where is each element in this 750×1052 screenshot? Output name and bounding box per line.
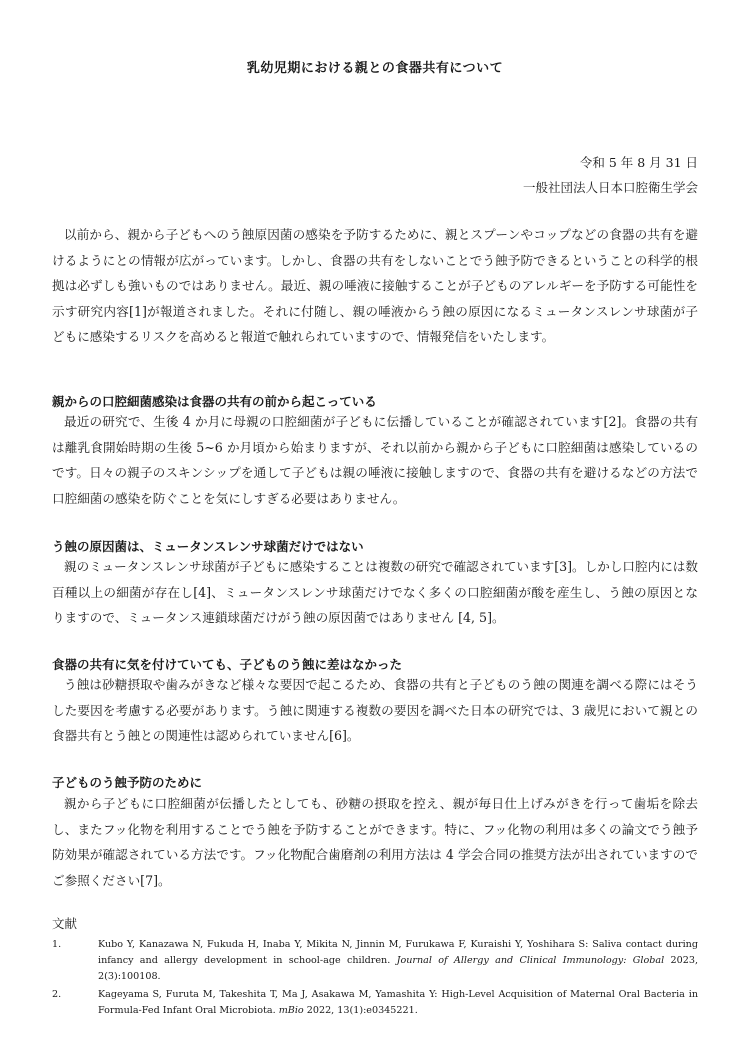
reference-journal: Journal of Allergy and Clinical Immunology: Global — [396, 955, 665, 966]
intro-paragraph: 以前から、親から子どもへのう蝕原因菌の感染を予防するために、親とスプーンやコップなどの食器の共有を避けるようにとの情報が広がっています。しかし、食器の共有をしないことでう蝕予防できるということの科学的根拠は必ずしも強いものではありません。最近、親の唾液に接触することが子どものアレルギーを予防する可能性を示す研究内容[1]が報道されました。それに付随し、親の唾液からう蝕の原因になるミュータンスレンサ球菌が子どもに感染するリスクを高めると報道で触れられていますので、情報発信をいたします。 — [52, 227, 698, 344]
section-body-1: 最近の研究で、生後 4 か月に母親の口腔細菌が子どもに伝播していることが確認されています[2]。食器の共有は離乳食開始時期の生後 5~6 か月頃から始まりますが、それ以前から親から子どもに口腔細菌は感染しているのです。日々の親子のスキンシップを通して子どもは親の唾液に接触しますので、食器の共有を避けるなどの方法で口腔細菌の感染を防ぐことを気にしすぎる必要はありません。 — [52, 414, 698, 506]
reference-text — [98, 987, 698, 1019]
organization-name: 一般社団法人日本口腔衛生学会 — [522, 180, 698, 195]
references-label: 文献 — [52, 916, 78, 931]
reference-authors: Kageyama S, Furuta M, Takeshita T, Ma J, Asakawa M, Yamashita Y: High-Level Acquisition of Maternal Oral Bacteria in Formula-Fed Infant Oral Microbiota. — [98, 989, 698, 1016]
section-body-4: 親から子どもに口腔細菌が伝播したとしても、砂糖の摂取を控え、親が毎日仕上げみがきを行って歯垢を除去し、またフッ化物を利用することでう蝕を予防することができます。特に、フッ化物の利用は多くの論文でう蝕予防効果が確認されている方法です。フッ化物配合歯磨剤の利用方法は 4 学会合同の推奨方法が出されていますのでご参照ください[7]。 — [52, 796, 698, 888]
section-heading-2: う蝕の原因菌は、ミュータンスレンサ球菌だけではない — [52, 539, 364, 554]
reference-authors: Kubo Y, Kanazawa N, Fukuda H, Inaba Y, Mikita N, Jinnin M, Furukawa F, Kuraishi Y, Yoshihara S: Saliva contact during infancy and allergy development in school-age children. — [98, 939, 698, 966]
publication-date: 令和 5 年 8 月 31 日 — [579, 155, 698, 170]
reference-number: 2. — [52, 989, 62, 1000]
reference-journal: mBio — [278, 1005, 304, 1016]
section-body-2: 親のミュータンスレンサ球菌が子どもに感染することは複数の研究で確認されています[3]。しかし口腔内には数百種以上の細菌が存在し[4]、ミュータンスレンサ球菌だけでなく多くの口腔細菌が酸を産生し、う蝕の原因となりますので、ミュータンス連鎖球菌だけがう蝕の原因菌ではありません [4, 5]。 — [52, 559, 698, 625]
section-heading-1: 親からの口腔細菌感染は食器の共有の前から起こっている — [52, 394, 377, 409]
reference-number: 1. — [52, 939, 62, 950]
document-title: 乳幼児期における親との食器共有について — [246, 61, 504, 76]
section-body-3: う蝕は砂糖摂取や歯みがきなど様々な要因で起こるため、食器の共有と子どものう蝕の関連を調べる際にはそうした要因を考慮する必要があります。う蝕に関連する複数の要因を調べた日本の研究では、3 歳児において親との食器共有とう蝕との関連性は認められていません[6]。 — [52, 677, 698, 743]
reference-text — [98, 937, 698, 985]
reference-tail: 2023, 2(3):100108. — [98, 955, 699, 982]
section-heading-3: 食器の共有に気を付けていても、子どものう蝕に差はなかった — [52, 657, 403, 672]
reference-tail: 2022, 13(1):e0345221. — [303, 1005, 418, 1016]
section-heading-4: 子どものう蝕予防のために — [52, 775, 203, 790]
